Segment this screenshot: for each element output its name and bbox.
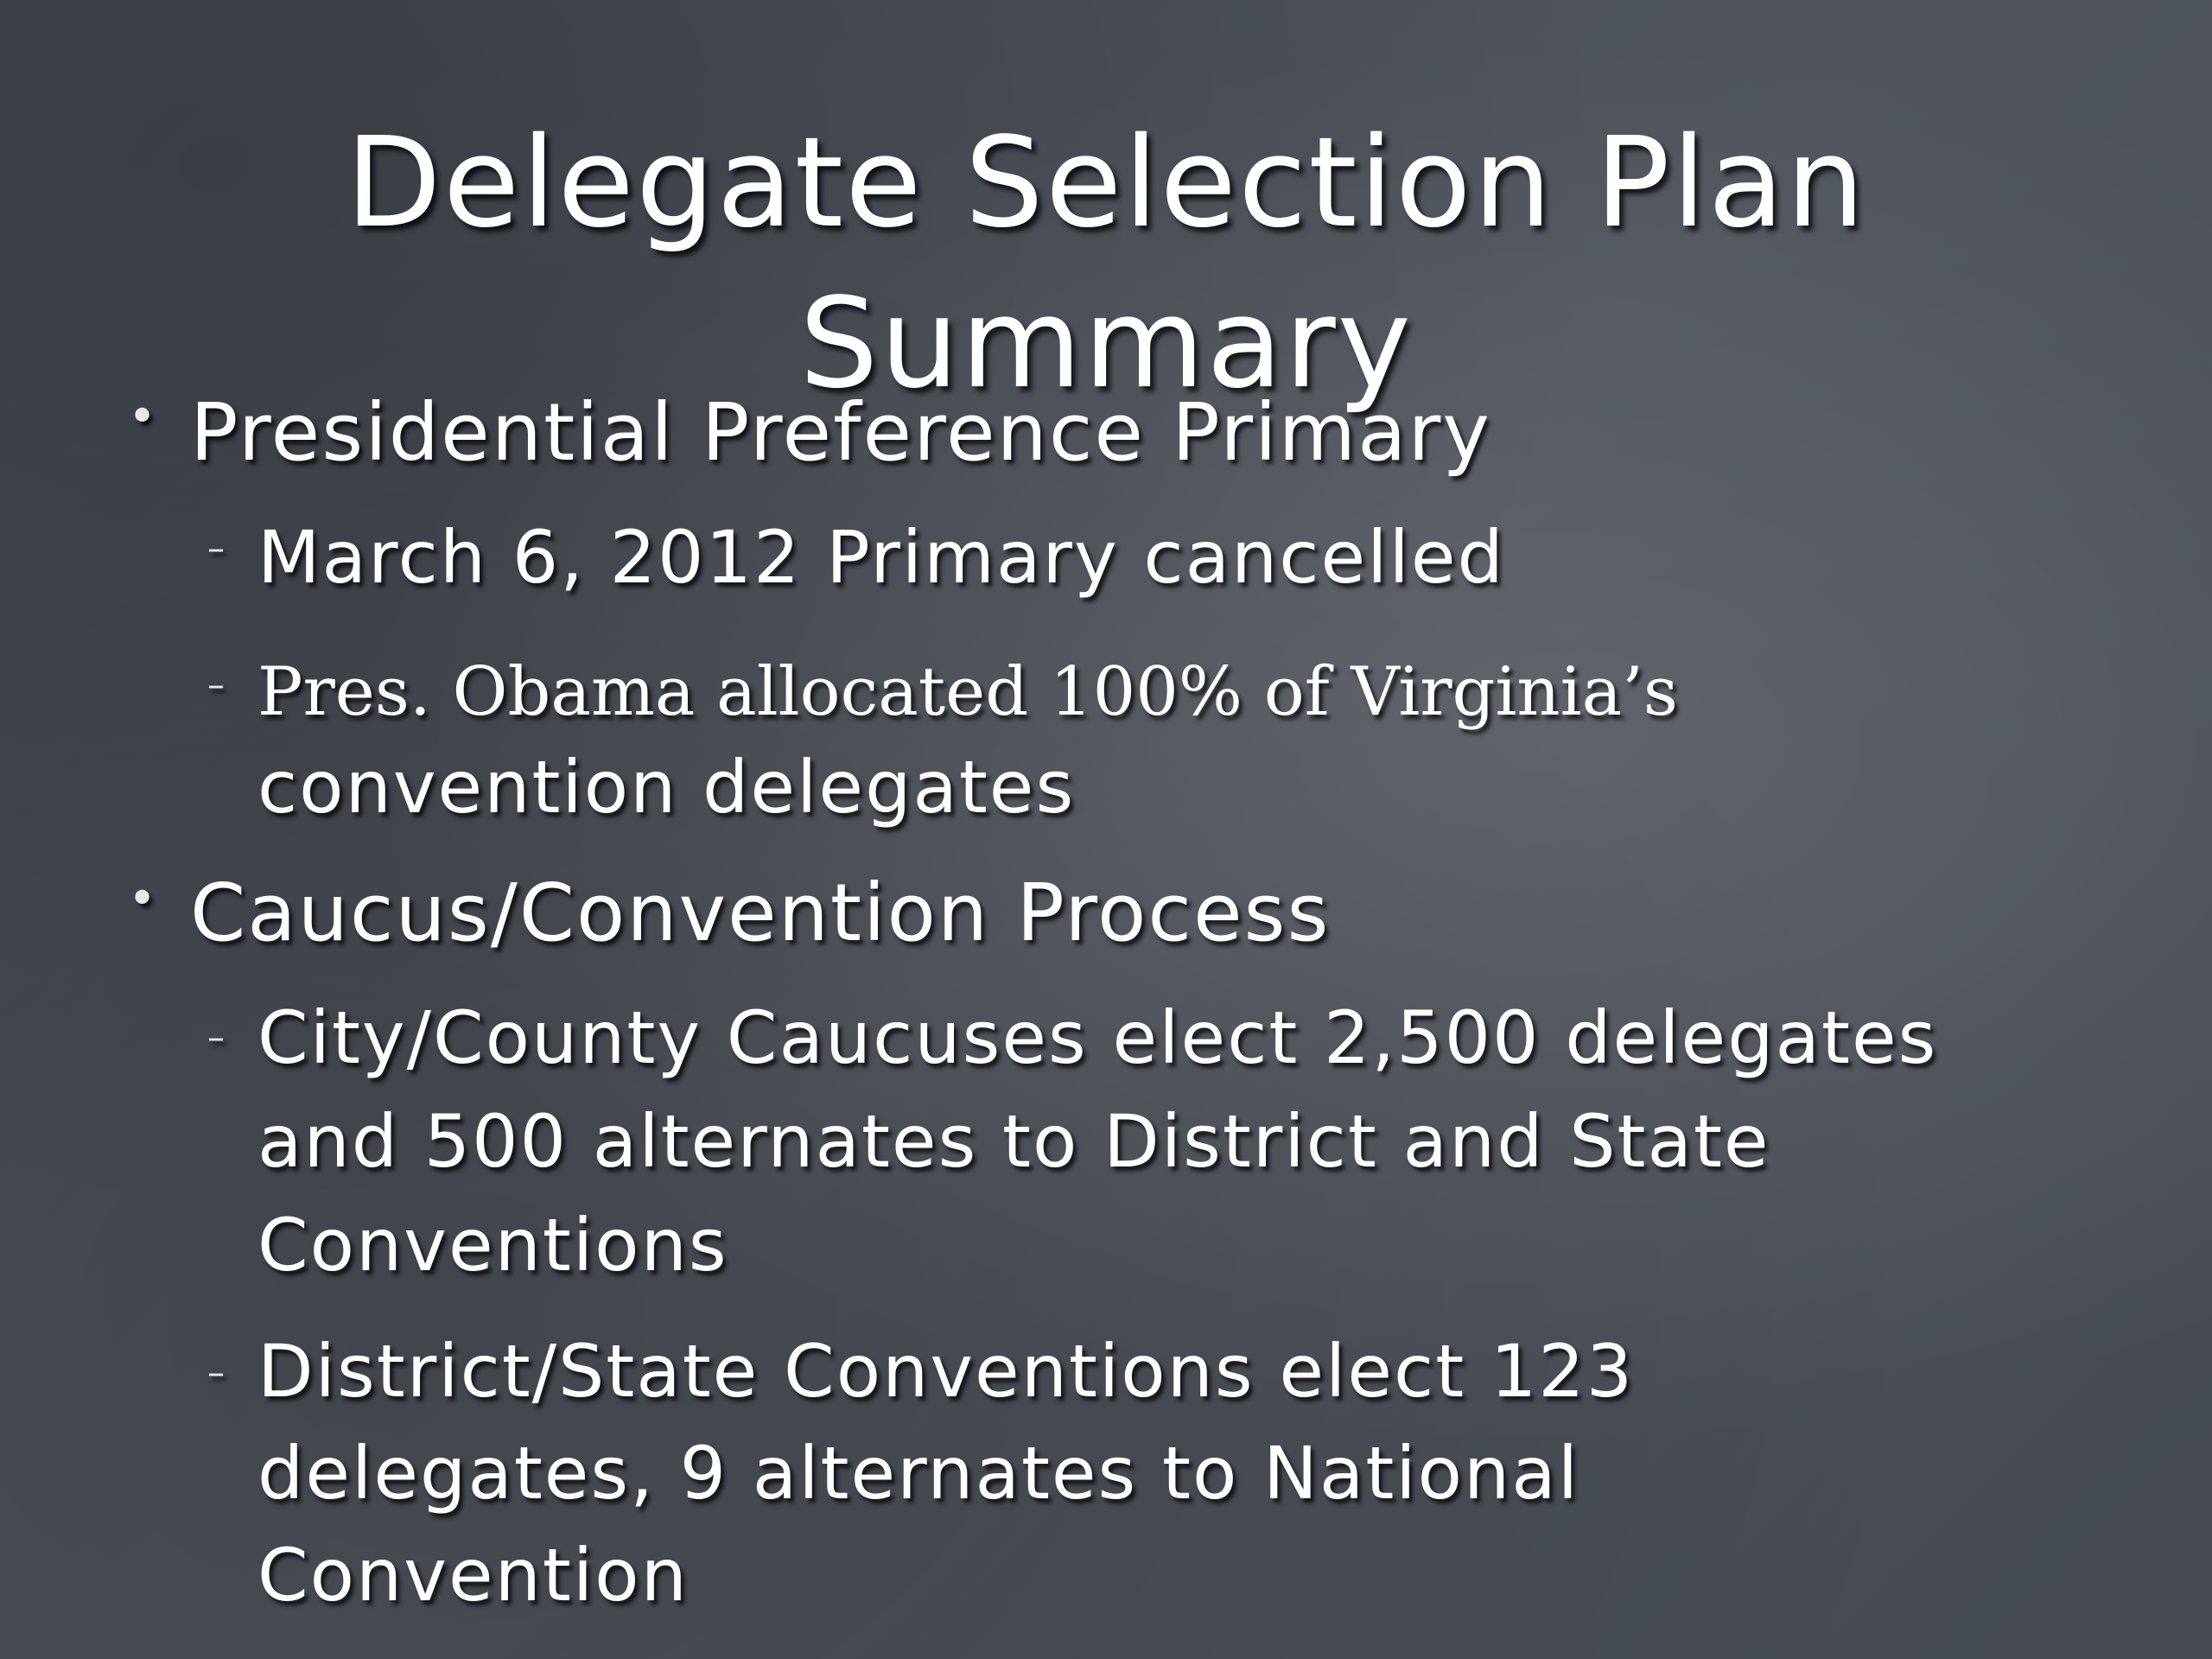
sub-bullet-district-state-line-2: delegates, 9 alternates to National — [257, 1431, 1580, 1516]
dash-icon: – — [207, 665, 225, 705]
sub-bullet-district-state-line-3: Convention — [257, 1533, 689, 1618]
bullet-caucus-convention: Caucus/Convention Process — [190, 867, 1331, 959]
sub-bullet-city-county-line-2: and 500 alternates to District and State — [257, 1099, 1770, 1184]
dash-icon: – — [207, 1353, 225, 1393]
sub-bullet-city-county-line-1: City/County Caucuses elect 2,500 delegates — [257, 995, 1938, 1080]
sub-bullet-obama-allocated-line-1: Pres. Obama allocated 100% of Virginia’s — [257, 653, 1678, 731]
bullet-presidential-primary: Presidential Preference Primary — [190, 386, 1491, 479]
dash-icon: – — [207, 1018, 225, 1058]
dash-icon: – — [207, 529, 225, 569]
sub-bullet-district-state-line-1: District/State Conventions elect 123 — [257, 1329, 1635, 1414]
sub-bullet-city-county-line-3: Conventions — [257, 1203, 728, 1287]
slide-title-line-2: Summary — [799, 270, 1413, 416]
sub-bullet-obama-allocated-line-2: convention delegates — [257, 745, 1076, 830]
bullet-icon: • — [128, 871, 157, 927]
sub-bullet-primary-cancelled: March 6, 2012 Primary cancelled — [257, 515, 1505, 600]
bullet-icon: • — [128, 389, 157, 445]
slide-title-line-1: Delegate Selection Plan — [345, 110, 1867, 255]
